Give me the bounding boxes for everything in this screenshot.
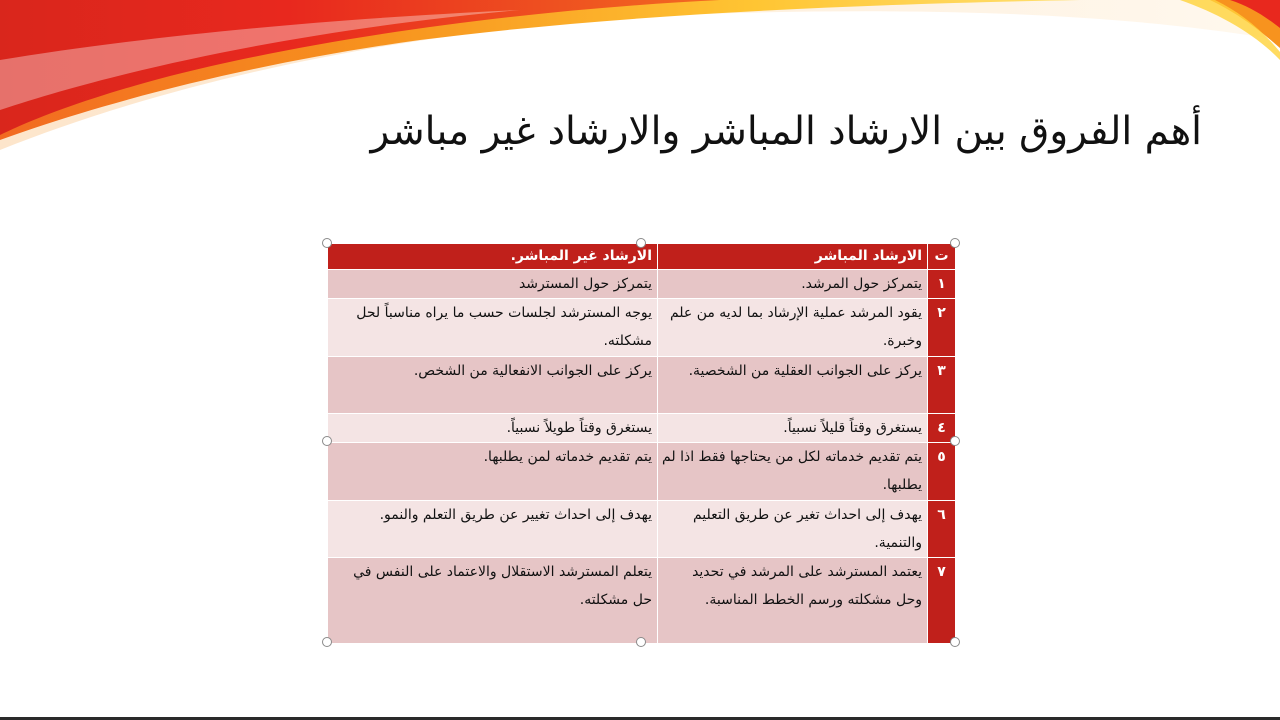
- row-number: ١: [928, 270, 956, 299]
- cell-direct: يتمركز حول المرشد.: [658, 270, 928, 299]
- resize-handle-bottom-left[interactable]: [322, 637, 332, 647]
- table-row: [328, 357, 956, 414]
- header-direct-counseling: الارشاد المباشر: [658, 244, 928, 270]
- resize-handle-middle-right[interactable]: [950, 436, 960, 446]
- row-number: ٥: [928, 443, 956, 501]
- comparison-table-container[interactable]: [327, 243, 955, 642]
- cell-direct: يركز على الجوانب العقلية من الشخصية.: [658, 357, 928, 414]
- row-number: ٢: [928, 299, 956, 357]
- row-number: ٣: [928, 357, 956, 414]
- cell-indirect: يتم تقديم خدماته لمن يطلبها.: [328, 443, 658, 501]
- header-number: ت: [928, 244, 956, 270]
- cell-indirect: يوجه المسترشد لجلسات حسب ما يراه مناسباً لحل مشكلته.: [328, 299, 658, 357]
- comparison-table: [327, 243, 956, 644]
- cell-indirect: يتعلم المسترشد الاستقلال والاعتماد على النفس في حل مشكلته.: [328, 558, 658, 644]
- row-number: ٦: [928, 501, 956, 558]
- resize-handle-top-center[interactable]: [636, 238, 646, 248]
- slide-title: أهم الفروق بين الارشاد المباشر والارشاد غير مباشر: [370, 109, 1202, 154]
- table-row: [328, 558, 956, 644]
- resize-handle-top-left[interactable]: [322, 238, 332, 248]
- row-number: ٤: [928, 414, 956, 443]
- cell-indirect: يهدف إلى احداث تغيير عن طريق التعلم والنمو.: [328, 501, 658, 558]
- resize-handle-middle-left[interactable]: [322, 436, 332, 446]
- table-row: [328, 270, 956, 299]
- table-row: [328, 501, 956, 558]
- table-row: [328, 443, 956, 501]
- header-indirect-counseling: الارشاد غير المباشر.: [328, 244, 658, 270]
- cell-direct: يهدف إلى احداث تغير عن طريق التعليم والتنمية.: [658, 501, 928, 558]
- resize-handle-bottom-right[interactable]: [950, 637, 960, 647]
- cell-direct: يقود المرشد عملية الإرشاد بما لديه من علم وخبرة.: [658, 299, 928, 357]
- cell-direct: يستغرق وقتاً قليلاً نسبياً.: [658, 414, 928, 443]
- cell-indirect: يتمركز حول المسترشد: [328, 270, 658, 299]
- table-row: [328, 414, 956, 443]
- table-row: [328, 299, 956, 357]
- cell-indirect: يستغرق وقتاً طويلاً نسبياً.: [328, 414, 658, 443]
- resize-handle-top-right[interactable]: [950, 238, 960, 248]
- resize-handle-bottom-center[interactable]: [636, 637, 646, 647]
- cell-direct: يتم تقديم خدماته لكل من يحتاجها فقط اذا لم يطلبها.: [658, 443, 928, 501]
- row-number: ٧: [928, 558, 956, 644]
- cell-indirect: يركز على الجوانب الانفعالية من الشخص.: [328, 357, 658, 414]
- cell-direct: يعتمد المسترشد على المرشد في تحديد وحل مشكلته ورسم الخطط المناسبة.: [658, 558, 928, 644]
